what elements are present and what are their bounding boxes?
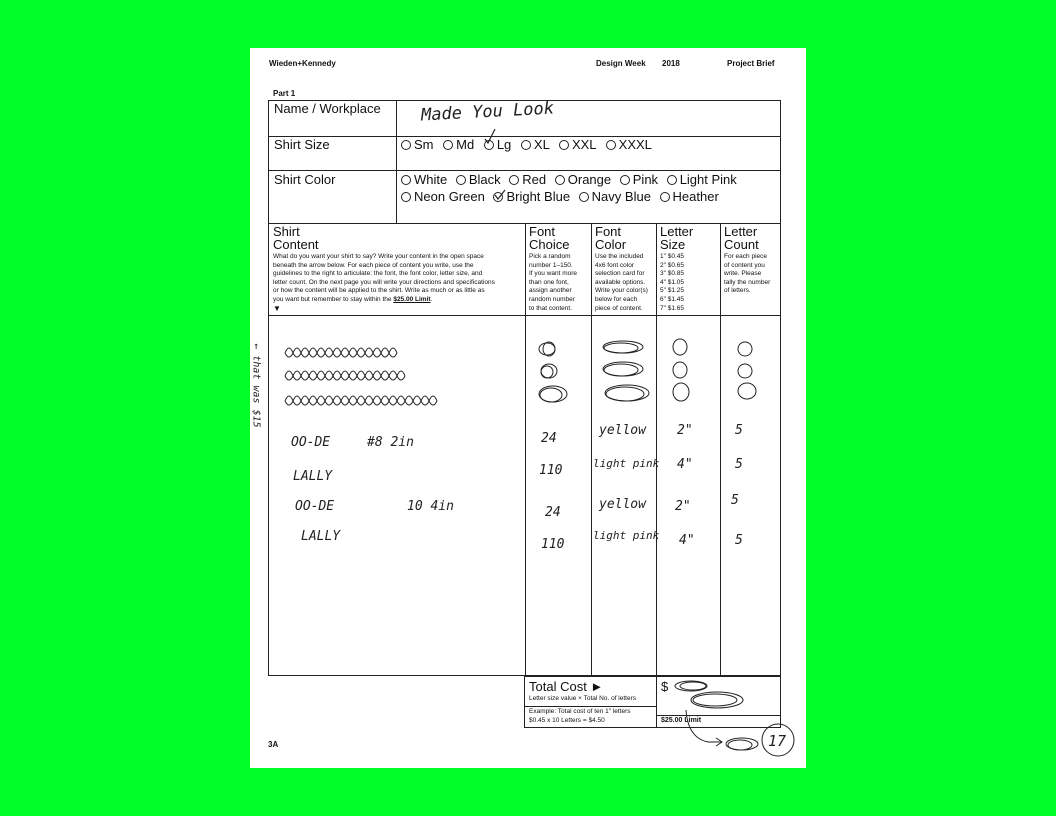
color-option-white[interactable]: White (401, 172, 447, 187)
entry-2-content: LALLY (293, 469, 333, 484)
size-option-md[interactable]: Md (443, 137, 474, 152)
name-label: Name / Workplace (274, 101, 381, 116)
checkmark-icon (493, 188, 507, 202)
size-option-xl[interactable]: XL (521, 137, 549, 152)
size-options (401, 137, 652, 152)
radio-icon (401, 175, 411, 185)
size-option-xxxl[interactable]: XXXL (606, 137, 652, 152)
color-option-light-pink[interactable]: Light Pink (667, 172, 737, 187)
entry-1-note: #8 2in (367, 435, 414, 450)
entry-3-size: 2" (675, 499, 691, 514)
size-option-sm[interactable]: Sm (401, 137, 434, 152)
shirt-content-header: Shirt Content What do you want your shirt to say? Write your content in the open space beneath the arrow below. For each piece of content you write, use the guidelines to the right to articulate: the font, the font color, letter size, and letter count. On the next page you will write your directions and specifications or how the content will be applied to the shirt. Write as much or as little as you want but remember to stay within the $25.00 Limit. ▼ (273, 225, 521, 313)
entry-4-font: 110 (541, 537, 565, 552)
radio-icon (521, 140, 531, 150)
limit-text: $25.00 Limit (393, 295, 431, 303)
entry-1-content: OO-DE (291, 435, 331, 450)
entry-1-color: yellow (599, 423, 646, 438)
radio-icon (555, 175, 565, 185)
down-arrow-icon: ▼ (273, 303, 281, 313)
doc-type: Project Brief (727, 59, 775, 68)
color-option-bright-blue[interactable]: Bright Blue (493, 189, 573, 204)
entry-2-color: light pink (593, 457, 660, 470)
entry-3-content: OO-DE (295, 499, 335, 514)
size-label: Shirt Size (274, 137, 330, 152)
color-option-heather[interactable]: Heather (660, 189, 719, 204)
size-option-lg[interactable]: Lg (484, 137, 515, 152)
crossed-out-values (537, 337, 767, 405)
entry-3-color: yellow (599, 497, 646, 512)
total-cost-example-1: Example: Total cost of ten 1" letters (529, 708, 631, 715)
letter-count-header: Letter Count For each piece of content you write. Please tally the number of letters. (724, 224, 771, 295)
color-label: Shirt Color (274, 172, 336, 187)
total-cost-example-2: $0.45 x 10 Letters = $4.50 (529, 717, 605, 724)
radio-icon (660, 192, 670, 202)
color-option-orange[interactable]: Orange (555, 172, 611, 187)
color-options-row1 (401, 172, 737, 187)
entry-2-size: 4" (677, 457, 693, 472)
radio-icon (443, 140, 453, 150)
event-year: 2018 (662, 59, 680, 68)
radio-icon (667, 175, 677, 185)
font-color-header: Font Color Use the included 4x6 font color selection card for available options. Write your color(s) below for each piece of content. (595, 224, 648, 312)
brief-page (250, 48, 806, 768)
radio-icon (620, 175, 630, 185)
color-option-navy-blue[interactable]: Navy Blue (579, 189, 651, 204)
color-options-row2 (401, 189, 719, 204)
part-label: Part 1 (273, 89, 296, 98)
radio-icon (579, 192, 589, 202)
total-cost-label: Total Cost ► (529, 679, 604, 694)
radio-icon (606, 140, 616, 150)
color-option-black[interactable]: Black (456, 172, 501, 187)
checkmark-icon (483, 128, 497, 146)
side-note: ← that was $15 (250, 343, 262, 428)
total-limit: $25.00 Limit (661, 717, 702, 724)
entry-4-count: 5 (735, 533, 743, 548)
color-option-pink[interactable]: Pink (620, 172, 658, 187)
radio-icon (509, 175, 519, 185)
entry-3-note: 10 4in (407, 499, 454, 514)
event-name: Design Week (596, 59, 646, 68)
size-option-xxl[interactable]: XXL (559, 137, 596, 152)
radio-icon (559, 140, 569, 150)
color-option-red[interactable]: Red (509, 172, 546, 187)
entry-2-font: 110 (539, 463, 563, 478)
radio-icon (401, 192, 411, 202)
currency-symbol: $ (661, 679, 669, 694)
letter-size-header: Letter Size 1" $0.45 2" $0.65 3" $0.85 4" $1.05 5" $1.25 6" $1.45 7" $1.65 (660, 224, 694, 312)
order-form (268, 100, 781, 676)
entry-1-count: 5 (735, 423, 743, 438)
entry-2-count: 5 (735, 457, 743, 472)
total-cost-label-box (524, 676, 657, 728)
entry-4-size: 4" (679, 533, 695, 548)
entry-1-font: 24 (541, 431, 557, 446)
radio-icon (401, 140, 411, 150)
entry-3-font: 24 (545, 505, 561, 520)
radio-icon (456, 175, 466, 185)
crossed-out-total (673, 678, 753, 712)
name-field[interactable]: Made You Look (420, 98, 555, 126)
brand-name: Wieden+Kennedy (269, 59, 336, 68)
total-cost-formula: Letter size value × Total No. of letters (529, 695, 637, 702)
circled-total: 17 (768, 732, 787, 750)
entry-3-count: 5 (731, 493, 739, 508)
color-option-neon-green[interactable]: Neon Green (401, 189, 485, 204)
crossed-out-content (281, 339, 441, 409)
entry-4-content: LALLY (301, 529, 341, 544)
entry-4-color: light pink (593, 529, 660, 542)
page-number: 3A (268, 740, 279, 749)
entry-1-size: 2" (677, 423, 693, 438)
font-choice-header: Font Choice Pick a random number 1–150. If you want more than one font, assign another random number to that content. (529, 224, 578, 312)
